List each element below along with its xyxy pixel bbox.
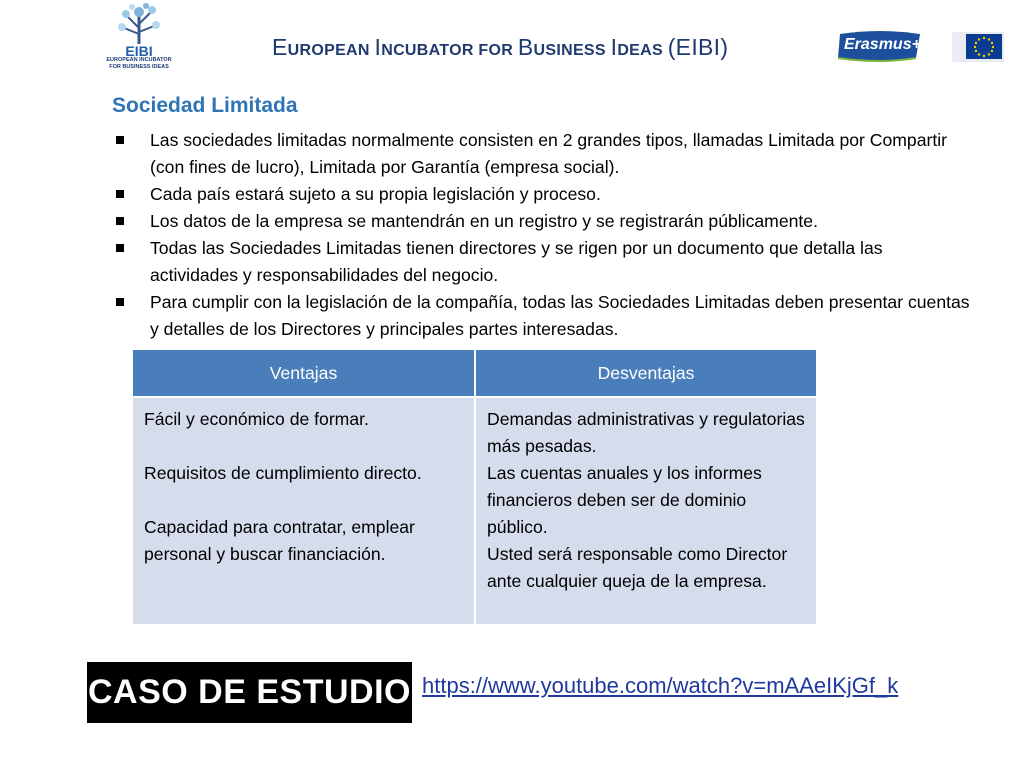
square-bullet-icon [116, 244, 124, 252]
case-study-label: CASO DE ESTUDIO [87, 662, 412, 723]
tree-icon [100, 2, 178, 58]
desventaja-item: Demandas administrativas y regulatorias más pesadas. [487, 409, 805, 456]
eu-flag-icon [952, 32, 1004, 62]
title-suffix: (EIBI) [667, 34, 729, 60]
title-word-1: EUROPEAN [272, 34, 375, 60]
page-title [272, 34, 728, 61]
square-bullet-icon [116, 136, 124, 144]
title-word-2: INCUBATOR FOR [374, 34, 518, 60]
eibi-logo-wordmark: EIBI [125, 43, 153, 58]
bullet-text: Todas las Sociedades Limitadas tienen directores y se rigen por un documento que detalla las actividades y responsabilidades del negocio. [150, 238, 883, 285]
header-ventajas: Ventajas [133, 350, 475, 397]
bullet-text: Para cumplir con la legislación de la compañía, todas las Sociedades Limitadas deben presentar cuentas y detalles de los Directores y principales partes interesadas. [150, 292, 970, 339]
bullet-item [112, 181, 972, 208]
table-row [133, 397, 816, 624]
ventaja-item: Fácil y económico de formar. [144, 409, 369, 429]
bullet-item [112, 208, 972, 235]
bullet-item [112, 127, 972, 181]
desventaja-item: Usted será responsable como Director ante cualquier queja de la empresa. [487, 544, 788, 591]
desventaja-item: Las cuentas anuales y los informes financieros deben ser de dominio público. [487, 463, 762, 537]
title-word-4: IDEAS [610, 34, 668, 60]
eibi-logo [100, 2, 178, 82]
ventajas-cell [133, 397, 475, 624]
bullet-text: Las sociedades limitadas normalmente consisten en 2 grandes tipos, llamadas Limitada por Compartir (con fines de lucro), Limitada por Garantía (empresa social). [150, 130, 948, 177]
section-heading: Sociedad Limitada [112, 94, 298, 117]
bullet-item [112, 235, 972, 289]
desventajas-cell [475, 397, 816, 624]
square-bullet-icon [116, 298, 124, 306]
erasmus-logo-text: Erasmus+ [844, 36, 921, 53]
title-word-3: BUSINESS [517, 34, 611, 60]
bullet-list [112, 127, 972, 343]
eibi-logo-caption: EUROPEAN INCUBATOR FOR BUSINESS IDEAS [106, 57, 172, 70]
bullet-item [112, 289, 972, 343]
comparison-table [133, 350, 816, 624]
header-desventajas: Desventajas [475, 350, 816, 397]
bullet-text: Cada país estará sujeto a su propia legislación y proceso. [150, 184, 601, 204]
ventaja-item: Requisitos de cumplimiento directo. [144, 463, 422, 483]
youtube-link[interactable]: https://www.youtube.com/watch?v=mAAeIKjGf_k [422, 673, 899, 698]
erasmus-logo [836, 30, 924, 62]
square-bullet-icon [116, 217, 124, 225]
eu-flag-logo [952, 32, 1004, 70]
table-header-row [133, 350, 816, 397]
ventaja-item: Capacidad para contratar, emplear personal y buscar financiación. [144, 517, 415, 564]
square-bullet-icon [116, 190, 124, 198]
bullet-text: Los datos de la empresa se mantendrán en un registro y se registrarán públicamente. [150, 211, 818, 231]
